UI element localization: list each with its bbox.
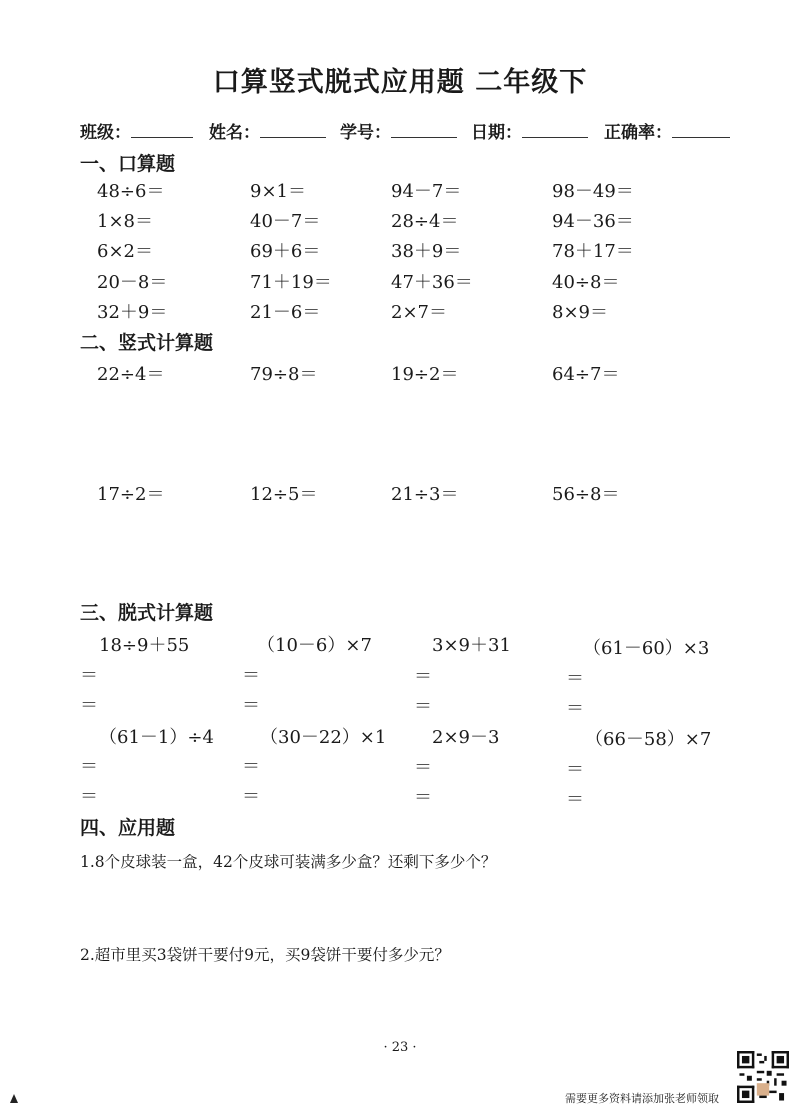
stepwise-item: （61－60）×3 — [583, 638, 710, 659]
page-title: 口算竖式脱式应用题 二年级下 — [212, 67, 588, 98]
equals-sign: ＝ — [414, 666, 432, 687]
stepwise-item: （66－58）×7 — [585, 729, 712, 750]
date-field — [471, 118, 588, 143]
oral-item: 71＋19＝ — [250, 272, 332, 293]
stepwise-item: 18÷9＋55 — [99, 635, 190, 656]
oral-item: 28÷4＝ — [391, 211, 459, 232]
oral-item: 98－49＝ — [552, 181, 634, 202]
stepwise-item: （61－1）÷4 — [99, 727, 214, 748]
name-label: 姓名： — [209, 123, 260, 143]
oral-item: 47＋36＝ — [391, 272, 473, 293]
equals-sign: ＝ — [566, 698, 584, 719]
class-blank[interactable] — [131, 123, 193, 138]
vertical-item: 12÷5＝ — [250, 484, 318, 505]
vertical-item: 17÷2＝ — [97, 484, 165, 505]
equals-sign: ＝ — [80, 756, 98, 777]
equals-sign: ＝ — [242, 786, 260, 807]
stepwise-item: （30－22）×1 — [260, 727, 387, 748]
class-label: 班级： — [80, 123, 131, 143]
word-problem-2: 2.超市里买3袋饼干要付9元，买9袋饼干要付多少元？ — [80, 946, 450, 964]
student-id-label: 学号： — [340, 123, 391, 143]
equals-sign: ＝ — [566, 668, 584, 689]
section-word-problems-heading: 四、应用题 — [80, 817, 176, 839]
date-blank[interactable] — [522, 123, 588, 138]
oral-item: 94－7＝ — [391, 181, 462, 202]
vertical-item: 22÷4＝ — [97, 364, 165, 385]
oral-item: 21－6＝ — [250, 302, 321, 323]
accuracy-field — [604, 118, 730, 143]
date-label: 日期： — [471, 123, 522, 143]
oral-item: 38＋9＝ — [391, 241, 462, 262]
equals-sign: ＝ — [242, 756, 260, 777]
oral-item: 48÷6＝ — [97, 181, 165, 202]
section-stepwise-heading: 三、脱式计算题 — [80, 602, 214, 624]
oral-item: 32＋9＝ — [97, 302, 168, 323]
accuracy-label: 正确率： — [604, 123, 672, 143]
student-id-blank[interactable] — [391, 123, 457, 138]
qr-code-icon — [737, 1051, 789, 1103]
word-problem-1: 1.8个皮球装一盒，42个皮球可装满多少盒？还剩下多少个？ — [80, 853, 497, 871]
footer-note: 需要更多资料请添加张老师领取 — [565, 1092, 719, 1105]
oral-item: 9×1＝ — [250, 181, 306, 202]
equals-sign: ＝ — [80, 786, 98, 807]
equals-sign: ＝ — [566, 789, 584, 810]
class-field — [80, 118, 193, 143]
name-field — [209, 118, 326, 143]
name-blank[interactable] — [260, 123, 326, 138]
vertical-item: 79÷8＝ — [250, 364, 318, 385]
section-oral-heading: 一、口算题 — [80, 153, 176, 175]
section-vertical-heading: 二、竖式计算题 — [80, 332, 214, 354]
equals-sign: ＝ — [414, 787, 432, 808]
stepwise-item: 3×9＋31 — [432, 635, 511, 656]
oral-item: 6×2＝ — [97, 241, 153, 262]
oral-item: 8×9＝ — [552, 302, 608, 323]
vertical-item: 56÷8＝ — [552, 484, 620, 505]
equals-sign: ＝ — [414, 757, 432, 778]
oral-item: 94－36＝ — [552, 211, 634, 232]
equals-sign: ＝ — [566, 759, 584, 780]
oral-item: 69＋6＝ — [250, 241, 321, 262]
student-id-field — [340, 118, 457, 143]
equals-sign: ＝ — [242, 665, 260, 686]
equals-sign: ＝ — [80, 695, 98, 716]
stepwise-item: （10－6）×7 — [257, 635, 372, 656]
oral-item: 40－7＝ — [250, 211, 321, 232]
page-number: · 23 · — [383, 1040, 417, 1055]
equals-sign: ＝ — [414, 696, 432, 717]
oral-item: 2×7＝ — [391, 302, 447, 323]
accuracy-blank[interactable] — [672, 123, 730, 138]
vertical-item: 21÷3＝ — [391, 484, 459, 505]
oral-item: 20－8＝ — [97, 272, 168, 293]
oral-item: 78＋17＝ — [552, 241, 634, 262]
vertical-item: 64÷7＝ — [552, 364, 620, 385]
oral-item: 40÷8＝ — [552, 272, 620, 293]
corner-mark-icon — [10, 1094, 18, 1103]
oral-item: 1×8＝ — [97, 211, 153, 232]
vertical-item: 19÷2＝ — [391, 364, 459, 385]
equals-sign: ＝ — [80, 665, 98, 686]
stepwise-item: 2×9－3 — [432, 727, 500, 748]
equals-sign: ＝ — [242, 695, 260, 716]
